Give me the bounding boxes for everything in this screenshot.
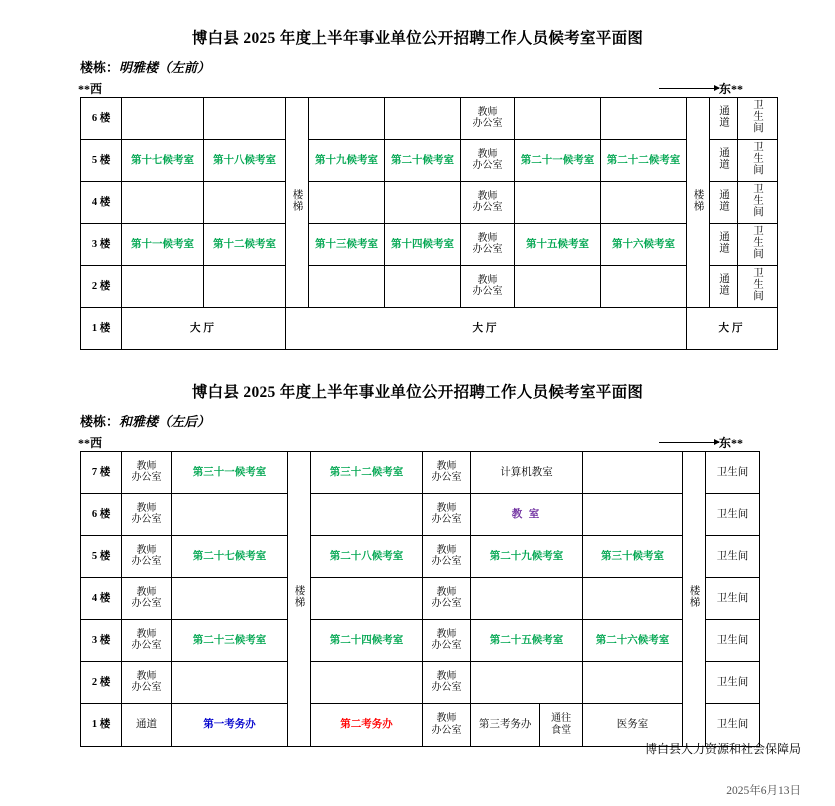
direction-bar-2	[0, 434, 835, 451]
restroom-label: 卫生间	[752, 225, 763, 260]
table-row	[81, 224, 778, 266]
floor-label: 1 楼	[81, 308, 122, 350]
corridor-cell	[710, 98, 738, 140]
restroom-cell: 卫生间	[706, 662, 760, 704]
corridor-label: 通道	[718, 146, 729, 170]
restroom-cell	[738, 98, 778, 140]
stairs-label: 楼梯	[692, 188, 704, 212]
page-title-2: 博白县 2025 年度上半年事业单位公开招聘工作人员候考室平面图	[191, 384, 644, 401]
floor-plan-table-2	[80, 451, 760, 747]
building-label-text-1: 楼栋：	[80, 60, 120, 75]
room-cell	[122, 266, 204, 308]
table-row	[81, 452, 760, 494]
floor-label: 5 楼	[81, 536, 122, 578]
restroom-cell	[738, 266, 778, 308]
exam-office-1-cell: 第一考务办	[172, 704, 288, 747]
table-row	[81, 662, 760, 704]
canteen-label: 通往 食堂	[540, 704, 582, 746]
teacher-office-label: 教师 办公室	[431, 713, 462, 736]
teacher-office-label: 教师 办公室	[431, 670, 462, 694]
room-cell	[515, 266, 601, 308]
teacher-office-label: 教师 办公室	[472, 106, 503, 130]
exam-office-2-cell: 第二考务办	[311, 704, 423, 747]
teacher-office-label: 教师 办公室	[131, 628, 162, 652]
exam-room-cell: 第二十候考室	[385, 140, 461, 182]
restroom-label: 卫生间	[752, 183, 763, 218]
east-label-1: 东**	[718, 82, 743, 96]
room-cell	[583, 662, 683, 704]
exam-room-cell: 第二十二候考室	[601, 140, 687, 182]
room-cell	[204, 182, 286, 224]
exam-room-cell: 第十一候考室	[122, 224, 204, 266]
exam-room-cell: 第二十三候考室	[172, 620, 288, 662]
restroom-cell	[738, 140, 778, 182]
teacher-office-cell	[122, 452, 172, 494]
table-row	[81, 578, 760, 620]
building-label-2	[80, 411, 835, 430]
teacher-office-cell	[461, 266, 515, 308]
teacher-office-cell	[122, 662, 172, 704]
teacher-office-label: 教师 办公室	[472, 190, 503, 214]
floor-label: 4 楼	[81, 578, 122, 620]
corridor-cell: 通道	[122, 704, 172, 747]
room-cell	[204, 98, 286, 140]
table-row	[81, 98, 778, 140]
exam-room-cell: 第二十一候考室	[515, 140, 601, 182]
teacher-office-label: 教师 办公室	[472, 148, 503, 172]
teacher-office-cell	[122, 536, 172, 578]
stairs-label: 楼梯	[293, 585, 305, 609]
teacher-office-cell	[423, 494, 471, 536]
exam-room-cell: 第十八候考室	[204, 140, 286, 182]
room-cell	[583, 578, 683, 620]
room-cell	[204, 266, 286, 308]
west-label-1: **西	[78, 82, 103, 96]
exam-room-cell: 第十七候考室	[122, 140, 204, 182]
table-row	[81, 536, 760, 578]
teacher-office-cell	[423, 620, 471, 662]
teacher-office-label: 教师 办公室	[472, 232, 503, 256]
teacher-office-label: 教师 办公室	[431, 544, 462, 568]
room-cell	[172, 662, 288, 704]
teacher-office-cell	[461, 224, 515, 266]
east-arrow-icon-2	[659, 442, 719, 443]
restroom-label: 卫生间	[752, 99, 763, 134]
floor-label: 6 楼	[81, 494, 122, 536]
floor-label: 6 楼	[81, 98, 122, 140]
teacher-office-label: 教师 办公室	[131, 544, 162, 568]
exam-room-cell: 第十二候考室	[204, 224, 286, 266]
stairs-label: 楼梯	[291, 188, 303, 212]
teacher-office-cell	[122, 620, 172, 662]
restroom-cell	[738, 182, 778, 224]
exam-room-cell: 第三十二候考室	[311, 452, 423, 494]
classroom-cell: 教 室	[471, 494, 583, 536]
exam-room-cell: 第二十八候考室	[311, 536, 423, 578]
restroom-cell: 卫生间	[706, 578, 760, 620]
corridor-label: 通道	[718, 188, 729, 212]
table-row	[81, 140, 778, 182]
exam-office-3-label: 第三考务办	[478, 719, 532, 731]
exam-room-cell: 第三十一候考室	[172, 452, 288, 494]
restroom-cell: 卫生间	[706, 536, 760, 578]
room-cell	[385, 98, 461, 140]
room-cell	[172, 494, 288, 536]
teacher-office-cell	[423, 704, 471, 747]
room-cell	[601, 182, 687, 224]
computer-room-cell: 计算机教室	[471, 452, 583, 494]
footer-organization: 博白县人力资源和社会保障局	[644, 742, 801, 756]
exam-room-cell: 第二十四候考室	[311, 620, 423, 662]
room-cell	[515, 98, 601, 140]
room-cell	[385, 182, 461, 224]
restroom-label: 卫生间	[752, 141, 763, 176]
exam-room-cell: 第十四候考室	[385, 224, 461, 266]
corridor-label: 通道	[718, 272, 729, 296]
exam-room-cell: 第十三候考室	[309, 224, 385, 266]
corridor-cell	[710, 140, 738, 182]
room-cell	[515, 182, 601, 224]
table-row	[81, 182, 778, 224]
floor-label: 4 楼	[81, 182, 122, 224]
room-cell	[172, 578, 288, 620]
teacher-office-label: 教师 办公室	[131, 586, 162, 610]
teacher-office-label: 教师 办公室	[472, 274, 503, 298]
teacher-office-cell	[122, 578, 172, 620]
restroom-cell: 卫生间	[706, 620, 760, 662]
teacher-office-cell	[461, 182, 515, 224]
room-cell	[583, 452, 683, 494]
restroom-cell: 卫生间	[706, 704, 760, 747]
teacher-office-cell	[461, 140, 515, 182]
corridor-cell	[710, 182, 738, 224]
exam-room-cell: 第二十五候考室	[471, 620, 583, 662]
floor-label: 2 楼	[81, 662, 122, 704]
teacher-office-label: 教师 办公室	[431, 628, 462, 652]
room-cell	[601, 98, 687, 140]
floor-label: 5 楼	[81, 140, 122, 182]
restroom-cell: 卫生间	[706, 494, 760, 536]
floor-label: 2 楼	[81, 266, 122, 308]
building-label-text-2: 楼栋：	[80, 414, 120, 429]
table-row	[81, 266, 778, 308]
room-cell	[309, 266, 385, 308]
building-label-1	[80, 57, 835, 76]
exam-office-3-cell	[471, 704, 583, 747]
teacher-office-label: 教师 办公室	[431, 460, 462, 484]
floor-label: 1 楼	[81, 704, 122, 747]
exam-room-cell: 第十六候考室	[601, 224, 687, 266]
teacher-office-cell	[423, 662, 471, 704]
exam-room-cell: 第二十七候考室	[172, 536, 288, 578]
stairs-label: 楼梯	[688, 585, 700, 609]
teacher-office-label: 教师 办公室	[131, 670, 162, 694]
corridor-cell	[710, 224, 738, 266]
floor-label: 3 楼	[81, 620, 122, 662]
teacher-office-label: 教师 办公室	[131, 502, 162, 526]
restroom-label: 卫生间	[752, 267, 763, 302]
exam-room-cell: 第十五候考室	[515, 224, 601, 266]
stairs-cell	[286, 98, 309, 308]
room-cell	[309, 182, 385, 224]
teacher-office-label: 教师 办公室	[431, 586, 462, 610]
lobby-cell: 大厅	[122, 308, 286, 350]
teacher-office-cell	[461, 98, 515, 140]
stairs-cell	[288, 452, 311, 747]
teacher-office-cell	[423, 452, 471, 494]
table-row	[81, 494, 760, 536]
corridor-cell	[710, 266, 738, 308]
west-label-2: **西	[78, 436, 103, 450]
room-cell	[471, 662, 583, 704]
stairs-cell	[687, 98, 710, 308]
exam-room-cell: 第二十九候考室	[471, 536, 583, 578]
teacher-office-label: 教师 办公室	[431, 502, 462, 526]
building-name-1: 明雅楼（左前）	[119, 60, 211, 75]
room-cell	[311, 494, 423, 536]
exam-room-cell: 第二十六候考室	[583, 620, 683, 662]
floor-plan-table-1	[80, 97, 778, 350]
teacher-office-cell	[423, 536, 471, 578]
stairs-cell	[683, 452, 706, 747]
exam-room-cell: 第十九候考室	[309, 140, 385, 182]
restroom-cell	[738, 224, 778, 266]
footer-date: 2025年6月13日	[726, 785, 801, 797]
table-row	[81, 308, 778, 350]
corridor-label: 通道	[718, 104, 729, 128]
building-name-2: 和雅楼（左后）	[119, 414, 211, 429]
medical-room-cell: 医务室	[583, 704, 683, 747]
room-cell	[311, 578, 423, 620]
room-cell	[309, 98, 385, 140]
teacher-office-label: 教师 办公室	[131, 460, 162, 484]
table-row	[81, 620, 760, 662]
east-label-2: 东**	[718, 436, 743, 450]
room-cell	[311, 662, 423, 704]
east-arrow-icon-1	[659, 88, 719, 89]
room-cell	[471, 578, 583, 620]
floor-label: 7 楼	[81, 452, 122, 494]
room-cell	[583, 494, 683, 536]
lobby-cell: 大厅	[286, 308, 687, 350]
room-cell	[601, 266, 687, 308]
floor-label: 3 楼	[81, 224, 122, 266]
room-cell	[385, 266, 461, 308]
lobby-cell: 大厅	[687, 308, 778, 350]
corridor-label: 通道	[718, 230, 729, 254]
room-cell	[122, 182, 204, 224]
room-cell	[122, 98, 204, 140]
direction-bar-1	[0, 80, 835, 97]
teacher-office-cell	[423, 578, 471, 620]
teacher-office-cell	[122, 494, 172, 536]
restroom-cell: 卫生间	[706, 452, 760, 494]
page-title-1: 博白县 2025 年度上半年事业单位公开招聘工作人员候考室平面图	[191, 30, 644, 47]
exam-room-cell: 第三十候考室	[583, 536, 683, 578]
